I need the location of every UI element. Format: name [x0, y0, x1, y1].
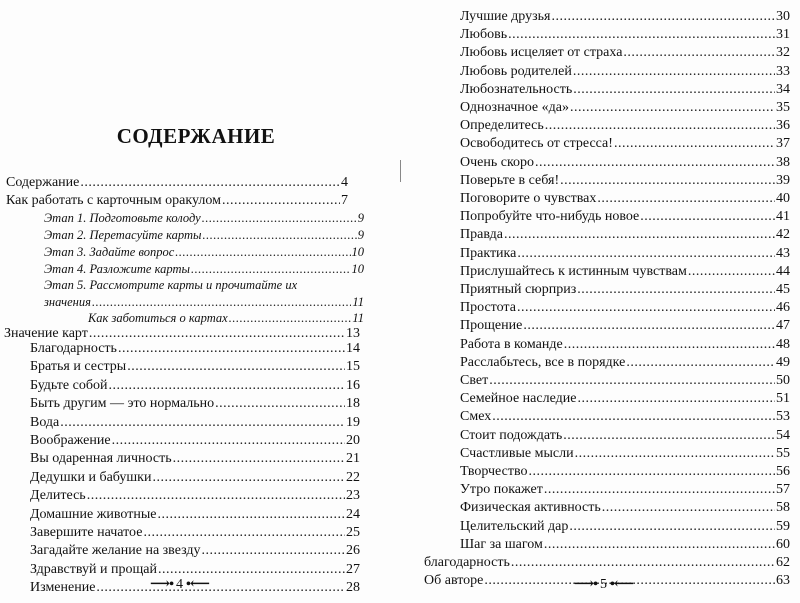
toc-entry-page: 23: [346, 488, 360, 504]
toc-entry-label: Благодарность: [30, 341, 117, 356]
toc-entry-label: Любовь родителей: [460, 63, 572, 79]
toc-entry-label: Целительский дар: [460, 518, 569, 534]
toc-entry-label: Расслабьтесь, все в порядке: [460, 354, 626, 370]
toc-entry-page: 30: [776, 9, 790, 24]
toc-entry-label: Практика: [460, 245, 517, 261]
toc-entry-page: 26: [346, 543, 360, 559]
toc-entry-page: 62: [776, 555, 790, 570]
toc-entry-stage-2[interactable]: [44, 225, 364, 243]
toc-entry-label: Творчество: [460, 464, 528, 479]
toc-entry[interactable]: [460, 244, 790, 262]
toc-entry-label: Правда: [460, 227, 503, 243]
toc-entry[interactable]: [460, 153, 790, 171]
toc-entry[interactable]: [460, 444, 790, 462]
leader-dots: [597, 191, 775, 207]
leader-dots: [152, 470, 345, 486]
toc-entry-page: 37: [776, 136, 790, 152]
toc-entry-label: Поверьте в себя!: [460, 172, 560, 188]
leader-dots: [108, 378, 345, 394]
toc-entry[interactable]: [30, 541, 360, 559]
toc-entry-page: 53: [776, 409, 790, 425]
leader-dots: [202, 543, 346, 559]
right-page: [408, 0, 800, 603]
toc-entry[interactable]: [460, 462, 790, 480]
toc-entry-page: 19: [346, 414, 360, 430]
leader-dots: [545, 118, 775, 134]
toc-entry-label: Семейное наследие: [460, 391, 577, 407]
toc-entry-label: значения: [44, 295, 91, 309]
toc-entry-label: Как заботиться о картах: [88, 311, 228, 325]
toc-entry-label: Очень скоро: [460, 154, 535, 170]
toc-entry-label: Содержание: [6, 175, 80, 190]
toc-entry-page: 38: [776, 154, 790, 170]
leader-dots: [175, 244, 350, 260]
toc-entry[interactable]: [460, 25, 790, 43]
toc-entry-page: 35: [776, 100, 790, 115]
toc-entry-page: 54: [776, 427, 790, 443]
toc-entry-label: Как работать с карточным оракулом: [6, 193, 221, 208]
toc-entry[interactable]: [460, 335, 790, 353]
toc-entry-page: 57: [776, 482, 790, 498]
toc-entry[interactable]: [30, 413, 360, 431]
toc-entry-page: 63: [776, 573, 790, 589]
toc-entry-label: Загадайте желание на звезду: [30, 543, 201, 559]
toc-entry-page: 43: [776, 245, 790, 261]
toc-entry[interactable]: [460, 134, 790, 152]
toc-entry[interactable]: [460, 116, 790, 134]
toc-entry-page: 28: [346, 580, 360, 596]
toc-entry-page: 21: [346, 451, 360, 467]
toc-entry-label: Дедушки и бабушки: [30, 469, 152, 485]
toc-entry-page: 59: [776, 518, 790, 534]
leader-dots: [640, 209, 775, 225]
toc-entry-page: 4: [341, 175, 348, 190]
toc-entry[interactable]: [460, 407, 790, 425]
toc-entry-page: 16: [346, 377, 360, 393]
toc-entry[interactable]: [30, 339, 360, 357]
toc-entry[interactable]: [460, 535, 790, 553]
toc-entry-label: Стоит подождать: [460, 427, 563, 443]
toc-entry[interactable]: [460, 371, 790, 389]
toc-entry[interactable]: [424, 553, 790, 571]
toc-entry[interactable]: [460, 389, 790, 407]
toc-entry-label: Завершите начатое: [30, 525, 143, 540]
leader-dots: [222, 193, 340, 209]
toc-entry[interactable]: [460, 98, 790, 116]
toc-entry[interactable]: [460, 207, 790, 225]
toc-entry-page: 48: [776, 336, 790, 352]
page-number-footer: ⟶• 4 •⟵: [150, 577, 209, 592]
toc-entry-page: 60: [776, 536, 790, 552]
toc-entry-label: Свет: [460, 373, 489, 388]
toc-entry-page: 24: [346, 506, 360, 522]
toc-entry[interactable]: [460, 43, 790, 61]
toc-entry-label: Прислушайтесь к истинным чувствам: [460, 263, 687, 279]
leader-dots: [215, 396, 345, 412]
toc-entry-page: 34: [776, 81, 790, 97]
leader-dots: [96, 580, 345, 596]
leader-dots: [577, 282, 775, 298]
leader-dots: [544, 482, 775, 498]
toc-entry-page: 22: [346, 469, 360, 485]
leader-dots: [508, 27, 775, 43]
toc-entry-label: Однозначное «да»: [460, 100, 569, 115]
toc-entry-page: 55: [776, 445, 790, 461]
leader-dots: [523, 318, 775, 334]
left-page: [0, 0, 392, 603]
leader-dots: [623, 45, 775, 61]
toc-entry-label: Делитесь: [30, 488, 86, 504]
leader-dots: [570, 100, 775, 116]
toc-entry[interactable]: [30, 394, 360, 412]
leader-dots: [575, 446, 775, 462]
leader-dots: [127, 359, 345, 375]
leader-dots: [560, 173, 775, 189]
toc-entry[interactable]: [460, 480, 790, 498]
toc-entry-label: Шаг за шагом: [460, 536, 543, 552]
leader-dots: [492, 409, 775, 425]
toc-entry-page: 56: [776, 464, 790, 479]
toc-entry-label: Изменение: [30, 580, 96, 596]
toc-entry[interactable]: [30, 449, 360, 467]
toc-entry-page: 14: [346, 341, 360, 356]
toc-entry-label: Прощение: [460, 318, 523, 334]
toc-entry-page: 42: [776, 227, 790, 243]
toc-entry-page: 36: [776, 118, 790, 134]
toc-entry-page: 41: [776, 209, 790, 225]
toc-entry-label: благодарность: [424, 555, 510, 570]
gutter-mark: [400, 160, 401, 182]
toc-entry[interactable]: [30, 431, 360, 449]
toc-entry-label: Вы одаренная личность: [30, 451, 172, 467]
toc-entry-label: Этап 3. Задайте вопрос: [44, 245, 175, 259]
toc-entry-label: Этап 4. Разложите карты: [44, 262, 190, 276]
toc-entry[interactable]: [460, 280, 790, 298]
toc-entry-label: Будьте собой: [30, 377, 108, 393]
toc-entry-label: Поговорите о чувствах: [460, 191, 597, 206]
leader-dots: [517, 300, 775, 316]
toc-entry-label: Этап 2. Перетасуйте карты: [44, 228, 202, 242]
toc-entry[interactable]: [460, 517, 790, 535]
leader-dots: [143, 525, 345, 541]
leader-dots: [602, 500, 775, 516]
toc-entry-page: 32: [776, 45, 790, 61]
toc-entry-label: Попробуйте что-нибудь новое: [460, 209, 640, 225]
toc-entry-page: 9: [357, 211, 364, 225]
toc-entry-page: 31: [776, 27, 790, 43]
leader-dots: [511, 555, 775, 571]
toc-entry-page: 47: [776, 318, 790, 334]
toc-entry-page: 58: [776, 500, 790, 516]
toc-entry-label: Физическая активность: [460, 500, 601, 516]
toc-entry-page: 51: [776, 391, 790, 407]
leader-dots: [551, 9, 775, 25]
toc-entry-label: Смех: [460, 409, 492, 425]
toc-entry-label: Быть другим — это нормально: [30, 396, 215, 412]
toc-entry-label: Утро покажет: [460, 482, 543, 498]
toc-entry-label: Любовь: [460, 27, 508, 43]
toc-entry-label: Работа в команде: [460, 336, 563, 352]
toc-entry[interactable]: [30, 376, 360, 394]
toc-entry[interactable]: [30, 357, 360, 375]
leader-dots: [517, 246, 775, 262]
toc-entry-label: Вода: [30, 414, 60, 430]
toc-entry[interactable]: [460, 353, 790, 371]
toc-entry-page: 11: [352, 311, 364, 325]
toc-entry-page: 20: [346, 433, 360, 448]
toc-entry[interactable]: [30, 468, 360, 486]
page-number-footer: ⟶• 5 •⟵: [574, 577, 633, 592]
toc-entry[interactable]: [460, 426, 790, 444]
leader-dots: [87, 488, 345, 504]
toc-entry-page: 33: [776, 63, 790, 79]
toc-entry-page: 7: [341, 193, 348, 208]
leader-dots: [202, 227, 356, 243]
leader-dots: [563, 428, 775, 444]
toc-entry-label: Этап 1. Подготовьте колоду: [44, 211, 201, 225]
toc-entry[interactable]: [30, 505, 360, 523]
toc-entry-contents[interactable]: [6, 173, 348, 191]
toc-entry[interactable]: [460, 316, 790, 334]
toc-entry-label: Воображение: [30, 433, 111, 448]
leader-dots: [118, 341, 345, 357]
toc-entry-page: 39: [776, 172, 790, 188]
toc-entry-label: Определитесь: [460, 118, 544, 134]
leader-dots: [626, 355, 775, 371]
toc-entry-label: Приятный сюрприз: [460, 282, 577, 297]
leader-dots: [489, 373, 775, 389]
leader-dots: [688, 264, 775, 280]
toc-entry-label: Значение карт: [4, 326, 88, 341]
page-title: СОДЕРЖАНИЕ: [116, 124, 276, 148]
toc-entry-page: 18: [346, 396, 360, 412]
toc-entry-page: 46: [776, 300, 790, 316]
toc-entry[interactable]: [460, 262, 790, 280]
toc-entry-page: 13: [346, 326, 360, 341]
toc-entry-label: Лучшие друзья: [460, 9, 551, 24]
toc-entry-label: Об авторе: [424, 573, 484, 589]
leader-dots: [577, 391, 775, 407]
toc-entry-page: 10: [351, 245, 364, 259]
toc-entry-page: 9: [357, 228, 364, 242]
leader-dots: [569, 519, 775, 535]
toc-entry-page: 44: [776, 263, 790, 279]
leader-dots: [528, 464, 775, 480]
toc-entry[interactable]: [460, 498, 790, 516]
toc-entry-stage-1[interactable]: [44, 208, 364, 226]
toc-entry[interactable]: [460, 62, 790, 80]
toc-entry-label: Любовь исцеляет от страха: [460, 45, 623, 61]
toc-entry[interactable]: [30, 523, 360, 541]
toc-entry-page: 15: [346, 359, 360, 375]
toc-entry-page: 49: [776, 354, 790, 370]
toc-entry-page: 10: [351, 262, 364, 276]
toc-entry-label: Домашние животные: [30, 506, 157, 522]
toc-entry-page: 25: [346, 525, 360, 540]
toc-entry[interactable]: [460, 7, 790, 25]
toc-entry[interactable]: [460, 171, 790, 189]
leader-dots: [80, 175, 340, 191]
leader-dots: [573, 64, 775, 80]
toc-entry-page: 11: [352, 295, 364, 309]
toc-entry-label: Освободитесь от стресса!: [460, 136, 613, 152]
toc-entry-label: Здравствуй и прощай: [30, 561, 157, 577]
leader-dots: [614, 136, 775, 152]
leader-dots: [535, 155, 775, 171]
leader-dots: [202, 210, 357, 226]
toc-entry[interactable]: [460, 80, 790, 98]
toc-entry-page: 50: [776, 373, 790, 388]
leader-dots: [191, 261, 351, 277]
toc-entry-label: Счастливые мысли: [460, 445, 574, 461]
toc-entry[interactable]: [460, 225, 790, 243]
toc-entry-stage-5[interactable]: Этап 5. Рассмотрите карты и прочитайте их: [44, 278, 298, 292]
leader-dots: [544, 537, 775, 553]
toc-entry[interactable]: [460, 189, 790, 207]
leader-dots: [157, 507, 345, 523]
toc-entry-page: 27: [346, 561, 360, 577]
page-number: 4: [175, 577, 183, 592]
toc-entry-label: Братья и сестры: [30, 359, 127, 375]
toc-entry-how-to-work[interactable]: [6, 191, 348, 209]
leader-dots: [112, 433, 345, 449]
leader-dots: [573, 82, 775, 98]
toc-entry[interactable]: [30, 486, 360, 504]
page-number: 5: [599, 577, 607, 592]
toc-entry-label: Простота: [460, 300, 516, 316]
toc-entry-page: 40: [776, 191, 790, 206]
toc-entry-label: Любознательность: [460, 81, 573, 97]
leader-dots: [564, 337, 775, 353]
toc-entry-page: 45: [776, 282, 790, 297]
toc-entry-stage-3[interactable]: [44, 242, 364, 260]
leader-dots: [173, 451, 345, 467]
toc-entry[interactable]: [460, 298, 790, 316]
leader-dots: [504, 227, 775, 243]
toc-entry-stage-4[interactable]: [44, 259, 364, 277]
leader-dots: [60, 415, 345, 431]
